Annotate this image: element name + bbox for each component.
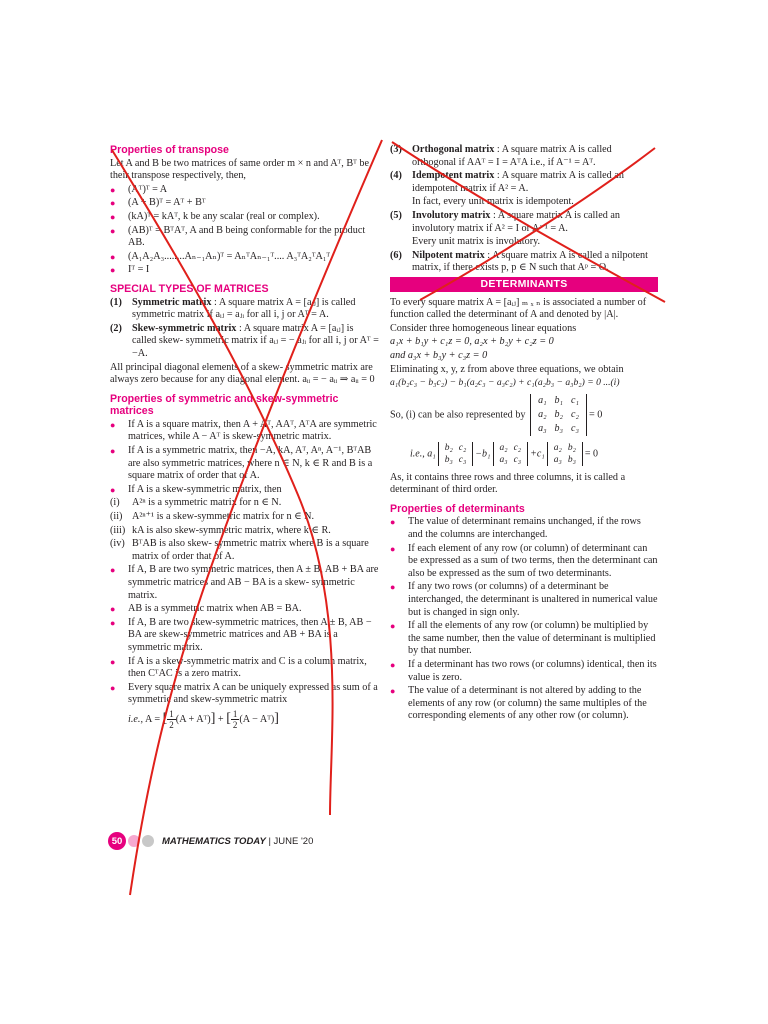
- det-entry: a₁: [538, 394, 547, 406]
- det-entry: a₂: [538, 408, 547, 420]
- matrix-type-body: [412, 170, 658, 195]
- det-property-item: [390, 659, 658, 684]
- bullet-marker: ●: [110, 604, 116, 615]
- determinant-3x3: [530, 394, 587, 436]
- matrix-type-body: [412, 144, 658, 169]
- sym-property-item-text: If A is a skew-symmetric matrix, then: [128, 483, 282, 495]
- matrix-type-term: Nilpotent matrix: [412, 249, 485, 261]
- det-row: [551, 454, 579, 466]
- page-footer: [108, 830, 313, 852]
- matrix-type-definition: : A square matrix A is called a nilpotent matrix, if there exists p, p ∈ N such that Aᵖ = O.: [412, 249, 648, 274]
- bullet-marker: ●: [390, 582, 396, 593]
- transpose-list: [110, 184, 380, 277]
- sym-property-item-text: Every square matrix A can be uniquely expressed as sum of a symmetric and skew-symmetric matrix: [128, 681, 378, 706]
- det-entry: c₃: [513, 454, 522, 465]
- equations-line-1: a₁x + b₁y + c₁z = 0, a₂x + b₂y + c₂z = 0: [390, 336, 554, 348]
- roman-item-text: kA is also skew-symmetric matrix, where k ∈ R.: [132, 524, 331, 536]
- det-entry: a₃: [553, 454, 562, 465]
- matrix-type: [110, 297, 380, 322]
- bullet-marker: ●: [110, 565, 116, 576]
- matrix-type: [390, 210, 658, 235]
- det-properties-heading: Properties of determinants: [390, 502, 525, 515]
- transpose-item-text: (Aᵀ)ᵀ = A: [128, 183, 168, 195]
- sym-property-item: [110, 656, 380, 681]
- det-row: [551, 442, 579, 454]
- roman-number: (ii): [110, 511, 123, 523]
- matrix-type-term: Skew-symmetric matrix: [132, 322, 237, 334]
- third-order-note: As, it contains three rows and three columns, it is called a determinant of third order.: [390, 471, 626, 496]
- footer-text: [162, 836, 313, 847]
- transpose-item: [110, 184, 380, 197]
- matrix-type-definition: : A square matrix A = [aᵢⱼ] is called skew- symmetric matrix if aᵢⱼ = − aⱼᵢ for all i, j or Aᵀ = −A.: [132, 322, 379, 359]
- coef-c1: +c₁: [530, 447, 545, 459]
- roman-item: [110, 497, 380, 510]
- sym-property-item-text: If A, B are two skew-symmetric matrices, then A ± B, AB − BA are skew-symmetric matrices and AB + BA is a symmetric matrix.: [128, 616, 372, 653]
- determinant-expansion: [410, 442, 658, 466]
- det-entry: b₃: [554, 422, 564, 434]
- formula-term-2: (A − Aᵀ): [239, 713, 275, 725]
- det-entry: b₃: [444, 454, 453, 465]
- det-entry: c₂: [571, 408, 579, 420]
- eliminating-text: Eliminating x, y, z from above three equations, we obtain: [390, 363, 624, 375]
- bullet-marker: ●: [110, 419, 116, 430]
- roman-item-text: A²ⁿ is a symmetric matrix for n ∈ N.: [132, 497, 282, 509]
- det-entry: a₃: [499, 454, 508, 465]
- transpose-item: [110, 225, 380, 250]
- sym-property-item: [110, 617, 380, 655]
- transpose-item-text: Iᵀ = I: [128, 264, 150, 276]
- transpose-item: [110, 251, 380, 264]
- page-number: 50: [108, 832, 126, 850]
- sym-properties-list: [110, 419, 380, 497]
- transpose-item: [110, 211, 380, 224]
- det-entry: a₂: [499, 442, 508, 453]
- consider-text: Consider three homogeneous linear equations: [390, 322, 577, 334]
- bullet-marker: ●: [110, 184, 116, 195]
- bullet-marker: ●: [110, 446, 116, 457]
- matrix-type-number: (2): [110, 322, 122, 334]
- matrix-type: [390, 144, 658, 169]
- involutory-note: Every unit matrix is involutory.: [412, 236, 541, 248]
- matrix-type-number: (6): [390, 249, 402, 261]
- det-property-item: [390, 543, 658, 581]
- det-entry: a₂: [553, 442, 562, 453]
- sym-property-item: [110, 445, 380, 483]
- bullet-marker: ●: [110, 484, 116, 495]
- matrix-types-continued: [390, 144, 658, 275]
- transpose-item-text: (kA)ᵀ = kAᵀ, k be any scalar (real or complex).: [128, 210, 320, 222]
- fraction-half-2: $\frac{1}{2}$: [232, 708, 238, 730]
- det-row: [442, 454, 470, 466]
- matrix-type-number: (4): [390, 170, 402, 182]
- matrix-type-definition: : A square matrix A is called an involutory matrix if A² = I or A⁻¹ = A.: [412, 209, 620, 234]
- det-entry: b₂: [554, 408, 564, 420]
- transpose-item-text: (A₁A₂A₃........Aₙ₋₁Aₙ)ᵀ = AₙᵀAₙ₋₁ᵀ.... A₃ᵀA₂ᵀA₁ᵀ: [128, 250, 331, 262]
- roman-number: (iii): [110, 524, 126, 536]
- det-entry: a₃: [538, 422, 547, 434]
- minor-2: [493, 442, 529, 466]
- bullet-marker: ●: [110, 198, 116, 209]
- fraction-half-1: $\frac{1}{2}$: [169, 708, 174, 730]
- determinant-representation: [390, 394, 658, 436]
- formula-plus: +: [217, 713, 224, 725]
- left-column: [110, 144, 380, 731]
- sym-property-item-text: If A, B are two symmetric matrices, then A ± B, AB + BA are symmetric matrices and AB − BA is a skew- symmetric matrix.: [128, 564, 379, 601]
- bullet-marker: ●: [390, 621, 396, 632]
- idempotent-note: In fact, every unit matrix is idempotent.: [412, 196, 574, 208]
- bullet-marker: ●: [390, 686, 396, 697]
- det-entry: c₁: [571, 394, 579, 406]
- roman-item: [110, 511, 380, 524]
- footer-dot-pink: [128, 835, 140, 847]
- det-entry: b₂: [567, 442, 576, 453]
- det-property-item-text: The value of determinant remains unchanged, if the rows and the columns are interchanged.: [408, 516, 641, 541]
- det-entry: c₂: [513, 442, 522, 453]
- footer-dot-gray: [142, 835, 154, 847]
- matrix-type: [390, 170, 658, 195]
- det-entry: c₃: [571, 422, 579, 434]
- matrix-type-term: Orthogonal matrix: [412, 144, 495, 155]
- transpose-intro: Let A and B be two matrices of same order m × n and Aᵀ, Bᵀ be their transpose respectively, then,: [110, 157, 369, 182]
- bullet-marker: ●: [390, 517, 396, 528]
- special-types-list: [110, 297, 380, 361]
- transpose-heading: Properties of transpose: [110, 144, 229, 156]
- det-property-item: [390, 685, 658, 723]
- transpose-item-text: (A + B)ᵀ = Aᵀ + Bᵀ: [128, 197, 206, 209]
- matrix-type-definition: : A square matrix A is called orthogonal if AAᵀ = I = AᵀA i.e., if A⁻¹ = Aᵀ.: [412, 144, 612, 168]
- roman-number: (iv): [110, 538, 125, 550]
- matrix-type-number: (1): [110, 296, 122, 308]
- det-entry: c₃: [458, 454, 467, 465]
- matrix-type-definition: : A square matrix A = [aᵢⱼ] is called symmetric matrix if aᵢⱼ = aⱼᵢ for all i, j or Aᵀ = A.: [132, 296, 356, 321]
- determinant-intro: To every square matrix A = [aᵢⱼ] ₘ ₓ ₙ is associated a number of function called the determinant of A and denoted by |A|.: [390, 296, 647, 321]
- bullet-marker: ●: [110, 682, 116, 693]
- sym-properties-heading: Properties of symmetric and skew-symmetric matrices: [110, 392, 339, 418]
- formula-lhs: A =: [144, 713, 161, 725]
- bullet-marker: ●: [110, 656, 116, 667]
- footer-separator: |: [268, 835, 271, 847]
- matrix-type-body: [412, 250, 658, 275]
- matrix-type-body: [132, 297, 380, 322]
- bullet-marker: ●: [110, 617, 116, 628]
- magazine-page: [108, 120, 658, 860]
- det-equals-zero: = 0: [588, 409, 603, 421]
- sym-property-item-text: AB is a symmetric matrix when AB = BA.: [128, 603, 302, 615]
- matrix-type-term: Symmetric matrix: [132, 296, 212, 308]
- sym-property-item: [110, 484, 380, 497]
- transpose-item: [110, 197, 380, 210]
- sym-property-item: [110, 419, 380, 444]
- det-property-item: [390, 581, 658, 619]
- det-entry: c₂: [458, 442, 467, 453]
- skew-roman-list: [110, 497, 380, 563]
- roman-number: (i): [110, 497, 120, 509]
- matrix-type: [390, 250, 658, 275]
- sym-property-item: [110, 682, 380, 707]
- bullet-marker: ●: [110, 251, 116, 262]
- equations-line-2: and a₃x + b₃y + c₃z = 0: [390, 349, 488, 361]
- det-property-item-text: The value of a determinant is not altered by adding to the elements of any row (or column) the same multiples of the corresponding elements of any other row (or column).: [408, 685, 647, 722]
- det-entry: b₁: [554, 394, 564, 406]
- det-row: [497, 442, 525, 454]
- roman-item: [110, 538, 380, 563]
- det-property-item: [390, 516, 658, 541]
- sym-property-item: [110, 603, 380, 616]
- matrix-type-body: [412, 210, 658, 235]
- matrix-type-definition: : A square matrix A is called an idempotent matrix if A² = A.: [412, 170, 624, 194]
- bullet-marker: ●: [390, 543, 396, 554]
- matrix-type-number: (3): [390, 144, 402, 155]
- det-row: [442, 442, 470, 454]
- so-text: So, (i) can be also represented by: [390, 409, 526, 421]
- det-row: [534, 394, 583, 408]
- ie-label-right: i.e.,: [410, 447, 425, 459]
- sym-property-item-text: If A is a square matrix, then A + Aᵀ, AAᵀ, AᵀA are symmetric matrices, while A − Aᵀ is skew-symmetric matrix.: [128, 418, 377, 443]
- det-row: [534, 422, 583, 436]
- decomposition-formula: i.e., A = [ $\frac{1}{2}$ (A + Aᵀ)] + [ $\frac{1}{2}$ (A − Aᵀ)]: [128, 708, 279, 730]
- sym-property-item: [110, 564, 380, 602]
- principal-diagonal-note: All principal diagonal elements of a skew- symmetric matrix are always zero because for any diagonal element. aᵢᵢ = − aᵢᵢ ⇒ aᵢᵢ = 0: [110, 361, 375, 386]
- formula-term-1: (A + Aᵀ): [175, 713, 211, 725]
- sym-property-item-text: If A is a symmetric matrix, then −A, kA, Aᵀ, Aⁿ, A⁻¹, BᵀAB are also symmetric matrices, where n ∈ N, k ∈ R and B is a square matrix of order that of A.: [128, 445, 373, 482]
- roman-item-text: A²ⁿ⁺¹ is a skew-symmetric matrix for n ∈ N.: [132, 511, 315, 523]
- right-column: [390, 144, 658, 724]
- det-property-item-text: If each element of any row (or column) of determinant can be expressed as a sum of two terms, then the determinant can also be expressed as the sum of two determinants.: [408, 542, 658, 579]
- minor-3: [547, 442, 583, 466]
- det-entry: b₂: [444, 442, 453, 453]
- det-entry: b₃: [567, 454, 576, 465]
- matrix-type-term: Involutory matrix: [412, 209, 491, 221]
- special-types-heading: SPECIAL TYPES OF MATRICES: [110, 282, 269, 295]
- ie-label: i.e.,: [128, 713, 143, 725]
- matrix-type-number: (5): [390, 209, 402, 221]
- matrix-type: [110, 323, 380, 361]
- sym-properties-list-2: [110, 564, 380, 707]
- minor-1: [438, 442, 474, 466]
- matrix-type-body: [132, 323, 380, 361]
- det-properties-list: [390, 516, 658, 723]
- bullet-marker: ●: [390, 660, 396, 670]
- roman-item: [110, 525, 380, 538]
- matrix-type-term: Idempotent matrix: [412, 170, 495, 182]
- expansion-equals-zero: = 0: [584, 447, 599, 459]
- magazine-name: MATHEMATICS TODAY: [162, 835, 266, 847]
- coef-b1: −b₁: [475, 447, 491, 459]
- det-property-item: [390, 620, 658, 658]
- det-property-item-text: If a determinant has two rows (or columns) identical, then its value is zero.: [408, 659, 657, 683]
- det-row: [534, 408, 583, 422]
- transpose-item: [110, 264, 380, 277]
- det-property-item-text: If all the elements of any row (or column) be multiplied by the same number, then the value of determinant is multiplied by that number.: [408, 620, 656, 657]
- bullet-marker: ●: [110, 225, 116, 236]
- coef-a1: a₁: [427, 447, 436, 459]
- sym-property-item-text: If A is a skew-symmetric matrix and C is a column matrix, then CᵀAC is a zero matrix.: [128, 655, 367, 680]
- transpose-item-text: (AB)ᵀ = BᵀAᵀ, A and B being conformable for the product AB.: [128, 224, 366, 249]
- eliminated-equation: a₁(b₂c₃ − b₃c₂) − b₁(a₂c₃ − a₃c₂) + c₁(a₂b₃ − a₃b₂) = 0 ...(i): [390, 377, 620, 389]
- issue-date: JUNE '20: [273, 835, 314, 847]
- bullet-marker: ●: [110, 265, 116, 276]
- roman-item-text: BᵀAB is also skew- symmetric matrix where B is a square matrix of order that of A.: [132, 538, 369, 562]
- determinants-banner: DETERMINANTS: [390, 277, 658, 292]
- det-property-item-text: If any two rows (or columns) of a determinant be interchanged, the determinant is unaltered in numerical value but is changed in sign only.: [408, 581, 658, 618]
- det-row: [497, 454, 525, 466]
- bullet-marker: ●: [110, 211, 116, 222]
